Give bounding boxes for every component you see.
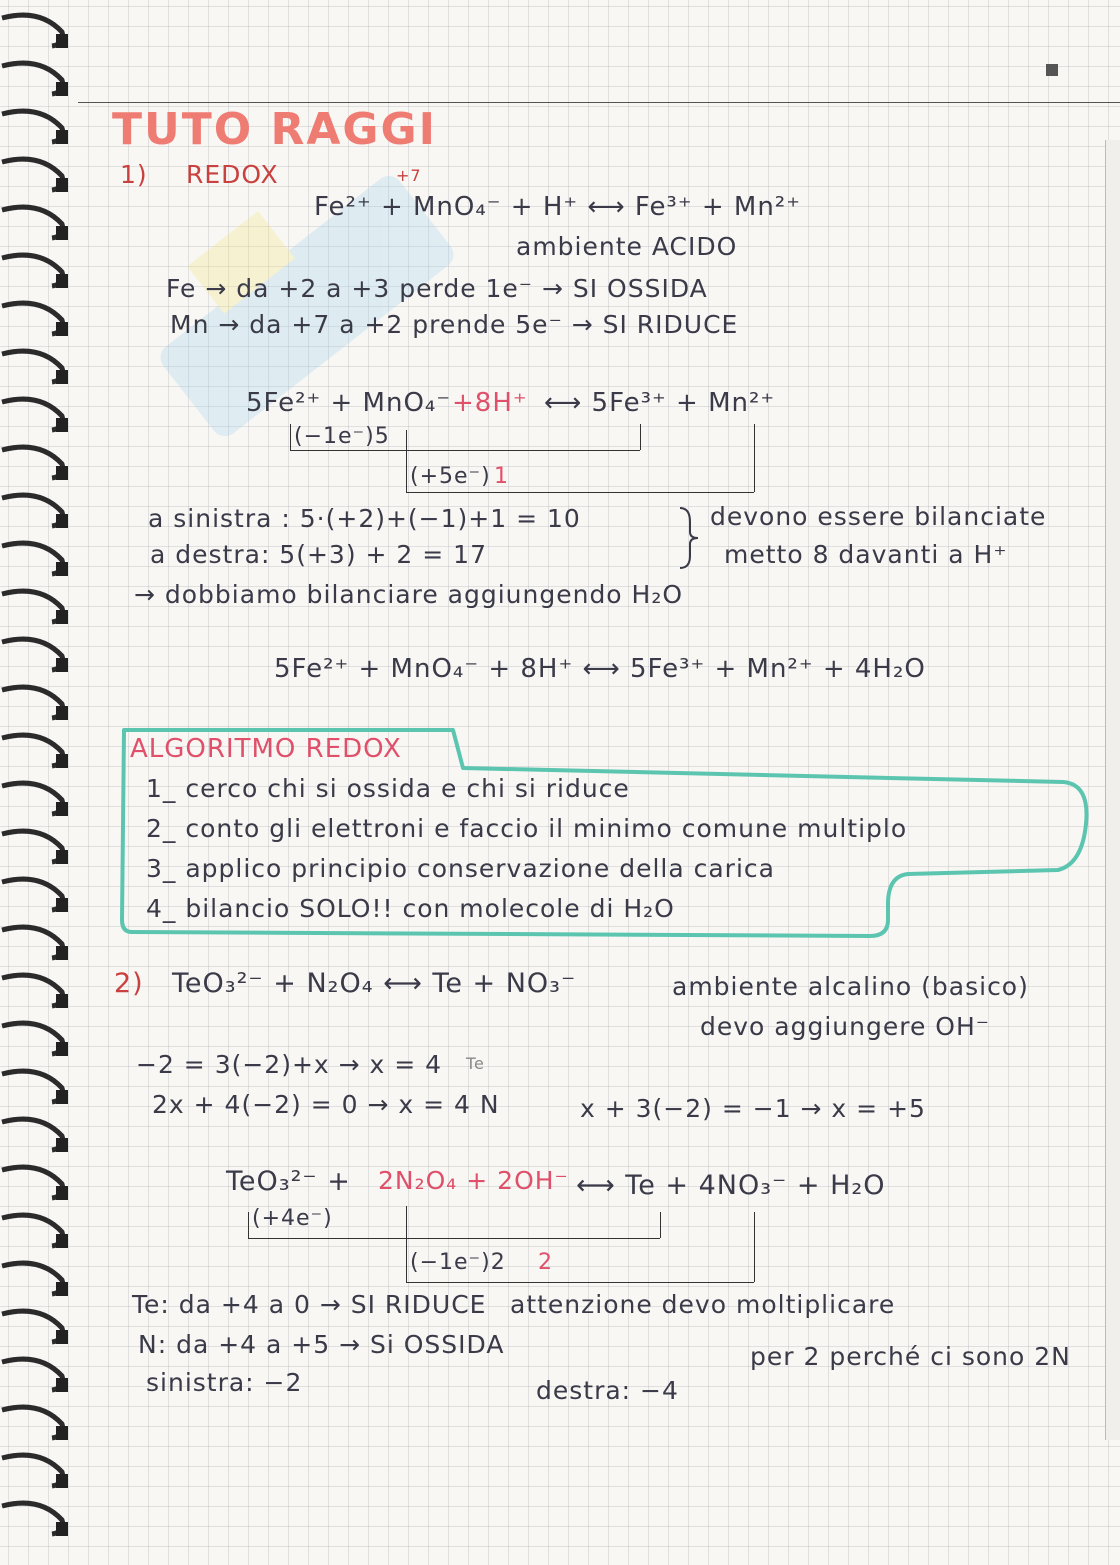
bracket-line bbox=[640, 424, 641, 450]
corner-mark bbox=[1046, 64, 1058, 76]
spiral-hole bbox=[56, 514, 68, 528]
spiral-ring bbox=[2, 1215, 63, 1246]
spiral-ring bbox=[2, 1119, 63, 1150]
spiral-ring bbox=[2, 351, 63, 382]
eq2-left: TeO₃²⁻ + bbox=[226, 1166, 351, 1197]
spiral-hole bbox=[56, 370, 68, 384]
bracket-te: (+4e⁻) bbox=[252, 1206, 333, 1231]
spiral-ring bbox=[2, 1407, 63, 1438]
algorithm-step-1: 1_ cerco chi si ossida e chi si riduce bbox=[146, 774, 630, 803]
spiral-hole bbox=[56, 1474, 68, 1488]
spiral-ring bbox=[2, 831, 63, 862]
section1-number: 1) bbox=[120, 160, 148, 189]
spiral-hole bbox=[56, 562, 68, 576]
note-bilanciate: devono essere bilanciate bbox=[710, 502, 1047, 531]
bracket-line bbox=[406, 1282, 754, 1283]
spiral-hole bbox=[56, 706, 68, 720]
spiral-hole bbox=[56, 898, 68, 912]
spiral-ring bbox=[2, 63, 63, 94]
eq2-right: ⟷ Te + 4NO₃⁻ + H₂O bbox=[576, 1170, 886, 1201]
bracket-mn-num: 1 bbox=[494, 464, 509, 489]
equation2: TeO₃²⁻ + N₂O₄ ⟷ Te + NO₃⁻ bbox=[172, 968, 577, 999]
eq-balanced-h: +8H⁺ bbox=[452, 388, 528, 418]
spiral-hole bbox=[56, 1330, 68, 1344]
page-title: TUTO RAGGI bbox=[112, 104, 438, 155]
spiral-ring bbox=[2, 207, 63, 238]
spiral-hole bbox=[56, 1186, 68, 1200]
final-equation: 5Fe²⁺ + MnO₄⁻ + 8H⁺ ⟷ 5Fe³⁺ + Mn²⁺ + 4H₂O bbox=[274, 654, 926, 684]
section2-number: 2) bbox=[114, 968, 144, 999]
calc-te-tag: Te bbox=[466, 1054, 485, 1073]
eq2-mid: 2N₂O₄ + 2OH⁻ bbox=[378, 1166, 569, 1195]
spiral-ring bbox=[2, 1359, 63, 1390]
spiral-ring bbox=[2, 1263, 63, 1294]
spiral-hole bbox=[56, 994, 68, 1008]
spiral-ring bbox=[2, 543, 63, 574]
spiral-ring bbox=[2, 927, 63, 958]
fe-line: Fe → da +2 a +3 perde 1e⁻ → SI OSSIDA bbox=[166, 274, 708, 303]
bracket-mn: (+5e⁻) bbox=[410, 464, 491, 489]
spiral-hole bbox=[56, 1042, 68, 1056]
page-edge bbox=[1105, 140, 1120, 1440]
spiral-hole bbox=[56, 226, 68, 240]
equation1: Fe²⁺ + MnO₄⁻ + H⁺ ⟷ Fe³⁺ + Mn²⁺ bbox=[314, 192, 801, 222]
spiral-ring bbox=[2, 687, 63, 718]
eq-balanced-left: 5Fe²⁺ + MnO₄⁻ bbox=[246, 388, 452, 418]
spiral-ring bbox=[2, 255, 63, 286]
bracket-line bbox=[406, 1206, 407, 1282]
spiral-hole bbox=[56, 322, 68, 336]
bracket-line bbox=[290, 450, 640, 451]
spiral-hole bbox=[56, 610, 68, 624]
spiral-hole bbox=[56, 1426, 68, 1440]
note-metto8: metto 8 davanti a H⁺ bbox=[724, 540, 1008, 569]
mn-ox-state: +7 bbox=[396, 166, 422, 185]
bracket-line bbox=[290, 424, 291, 450]
bracket-line bbox=[754, 424, 755, 492]
spiral-hole bbox=[56, 466, 68, 480]
calc-te: −2 = 3(−2)+x → x = 4 bbox=[136, 1050, 443, 1079]
note-alcalino: ambiente alcalino (basico) bbox=[672, 972, 1029, 1001]
spiral-ring bbox=[2, 1503, 63, 1534]
bracket-line bbox=[406, 430, 407, 492]
spiral-ring bbox=[2, 975, 63, 1006]
spiral-ring bbox=[2, 399, 63, 430]
spiral-hole bbox=[56, 178, 68, 192]
note-per2: per 2 perché ci sono 2N bbox=[750, 1342, 1071, 1371]
spiral-ring bbox=[2, 591, 63, 622]
spiral-hole bbox=[56, 1378, 68, 1392]
bracket-n-num: 2 bbox=[538, 1250, 553, 1275]
charge-right: a destra: 5(+3) + 2 = 17 bbox=[150, 540, 487, 569]
spiral-hole bbox=[56, 1138, 68, 1152]
spiral-ring bbox=[2, 111, 63, 142]
spiral-hole bbox=[56, 658, 68, 672]
charge-left: a sinistra : 5·(+2)+(−1)+1 = 10 bbox=[148, 504, 581, 533]
bracket-fe: (−1e⁻)5 bbox=[294, 424, 390, 449]
charge2-right: destra: −4 bbox=[536, 1376, 679, 1405]
spiral-hole bbox=[56, 1234, 68, 1248]
note-ambiente: ambiente ACIDO bbox=[516, 232, 738, 261]
algorithm-title: ALGORITMO REDOX bbox=[130, 734, 402, 764]
spiral-ring bbox=[2, 1023, 63, 1054]
spiral-hole bbox=[56, 130, 68, 144]
charge2-left: sinistra: −2 bbox=[146, 1368, 303, 1397]
spiral-hole bbox=[56, 418, 68, 432]
spiral-ring bbox=[2, 1455, 63, 1486]
note-oh: devo aggiungere OH⁻ bbox=[700, 1012, 990, 1041]
spiral-hole bbox=[56, 850, 68, 864]
spiral-ring bbox=[2, 735, 63, 766]
top-rule bbox=[78, 102, 1120, 103]
section1-label: REDOX bbox=[186, 160, 279, 189]
te-line: Te: da +4 a 0 → SI RIDUCE bbox=[132, 1290, 487, 1319]
spiral-binding bbox=[0, 0, 78, 1565]
spiral-ring bbox=[2, 15, 63, 46]
algorithm-step-3: 3_ applico principio conservazione della carica bbox=[146, 854, 775, 883]
spiral-hole bbox=[56, 274, 68, 288]
bracket-line bbox=[406, 492, 754, 493]
n-line: N: da +4 a +5 → Si OSSIDA bbox=[138, 1330, 505, 1359]
bracket-line bbox=[248, 1238, 660, 1239]
spiral-ring bbox=[2, 1311, 63, 1342]
spiral-ring bbox=[2, 303, 63, 334]
spiral-ring bbox=[2, 783, 63, 814]
spiral-hole bbox=[56, 754, 68, 768]
bracket-line bbox=[660, 1212, 661, 1238]
spiral-hole bbox=[56, 1282, 68, 1296]
calc-no3: x + 3(−2) = −1 → x = +5 bbox=[580, 1094, 926, 1123]
spiral-ring bbox=[2, 879, 63, 910]
bracket-n: (−1e⁻)2 bbox=[410, 1250, 506, 1275]
mn-line: Mn → da +7 a +2 prende 5e⁻ → SI RIDUCE bbox=[170, 310, 739, 339]
spiral-ring bbox=[2, 639, 63, 670]
bracket-line bbox=[754, 1212, 755, 1282]
spiral-ring bbox=[2, 495, 63, 526]
spiral-ring bbox=[2, 159, 63, 190]
algorithm-step-2: 2_ conto gli elettroni e faccio il minimo comune multiplo bbox=[146, 814, 908, 843]
spiral-hole bbox=[56, 802, 68, 816]
spiral-hole bbox=[56, 1522, 68, 1536]
spiral-hole bbox=[56, 34, 68, 48]
spiral-hole bbox=[56, 1090, 68, 1104]
algorithm-step-4: 4_ bilancio SOLO!! con molecole di H₂O bbox=[146, 894, 675, 923]
calc-n: 2x + 4(−2) = 0 → x = 4 N bbox=[152, 1090, 500, 1119]
brace-icon bbox=[676, 506, 700, 570]
note-attenzione: attenzione devo moltiplicare bbox=[510, 1290, 896, 1319]
spiral-ring bbox=[2, 1071, 63, 1102]
spiral-hole bbox=[56, 82, 68, 96]
spiral-ring bbox=[2, 447, 63, 478]
eq-balanced-right: ⟷ 5Fe³⁺ + Mn²⁺ bbox=[544, 388, 776, 418]
note-bilanciare: → dobbiamo bilanciare aggiungendo H₂O bbox=[134, 580, 684, 609]
bracket-line bbox=[248, 1212, 249, 1238]
spiral-hole bbox=[56, 946, 68, 960]
spiral-ring bbox=[2, 1167, 63, 1198]
